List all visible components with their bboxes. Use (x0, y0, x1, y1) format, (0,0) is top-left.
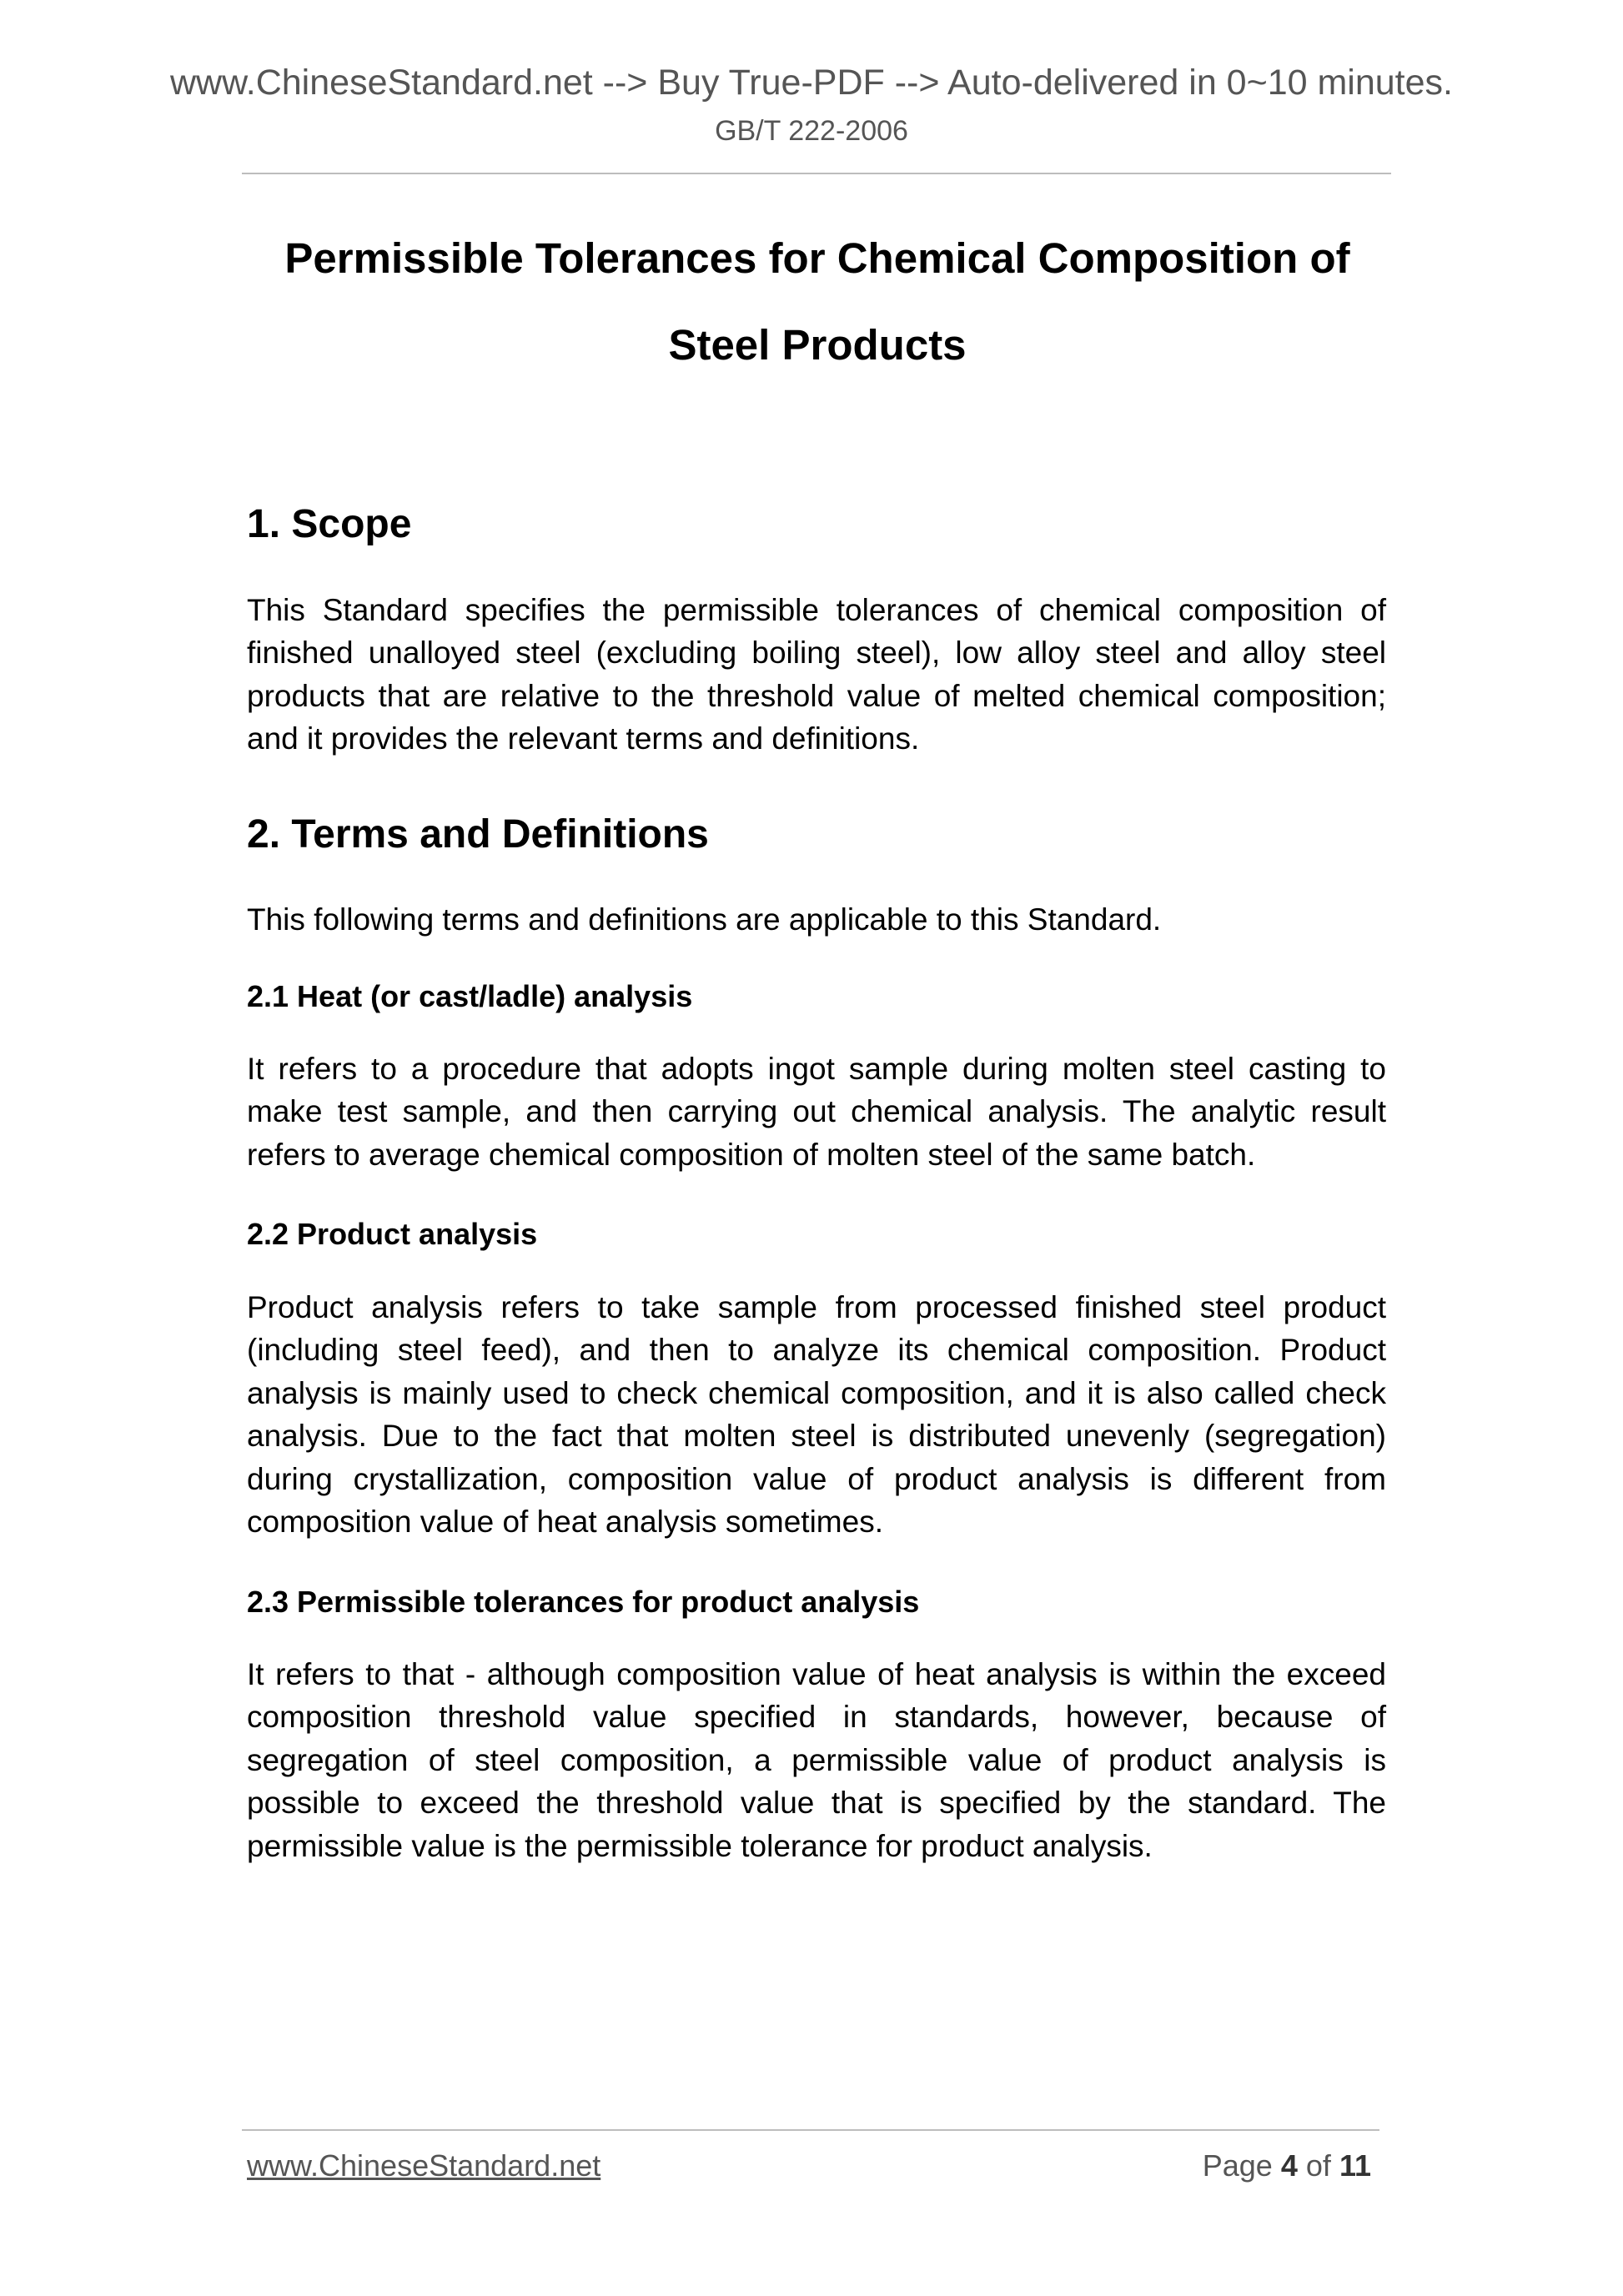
term-heading: 2.1 Heat (or cast/ladle) analysis (247, 978, 693, 1013)
term-definition: It refers to that - although composition value of heat analysis is within the exceed composition threshold value specified in standards, however, because of segregation of steel composition, a permissible value of product analysis is possible to exceed the threshold value that is specified by the standard. The permissible value is the permissible tolerance for product analysis. (247, 1656, 1386, 1863)
section-terms-heading: 2. Terms and Definitions (247, 811, 709, 857)
document-title-line1: Permissible Tolerances for Chemical Composition of (284, 234, 1350, 282)
term-heading: 2.2 Product analysis (247, 1217, 538, 1252)
document-title (200, 215, 1435, 389)
document-title-line2: Steel Products (668, 321, 967, 369)
page-current: 4 (1280, 2148, 1298, 2183)
header-divider (242, 173, 1391, 174)
term-definition: Product analysis refers to take sample from processed finished steel product (including steel feed), and then to analyze its chemical composition. Product analysis is mainly used to check chemical composition, and it is also called check analysis. Due to the fact that molten steel is distributed unevenly (segregation) during crystallization, composition value of product analysis is different from composition value of heat analysis sometimes. (247, 1289, 1386, 1540)
page-label: Page (1202, 2148, 1273, 2183)
page-total: 11 (1339, 2148, 1371, 2183)
standard-code: GB/T 222-2006 (715, 115, 908, 147)
document-body (247, 500, 1386, 1907)
header-banner: www.ChineseStandard.net --> Buy True-PDF --> Auto-delivered in 0~10 minutes. (169, 63, 1453, 103)
term-heading: 2.3 Permissible tolerances for product analysis (247, 1584, 920, 1619)
footer-divider (242, 2129, 1379, 2131)
page-number (1203, 2148, 1371, 2183)
section-terms-intro: This following terms and definitions are applicable to this Standard. (247, 902, 1162, 937)
term-definition: It refers to a procedure that adopts ingot sample during molten steel casting to make test sample, and then carrying out chemical analysis. The analytic result refers to average chemical composition of molten steel of the same batch. (247, 1051, 1386, 1172)
section-scope-heading: 1. Scope (247, 502, 412, 546)
section-scope-text: This Standard specifies the permissible tolerances of chemical composition of finished unalloyed steel (excluding boiling steel), low alloy steel and alloy steel products that are relative to the threshold value of melted chemical composition; and it provides the relevant terms and definitions. (247, 592, 1386, 756)
page-of-label: of (1305, 2148, 1331, 2183)
footer-website-link[interactable]: www.ChineseStandard.net (247, 2148, 601, 2183)
